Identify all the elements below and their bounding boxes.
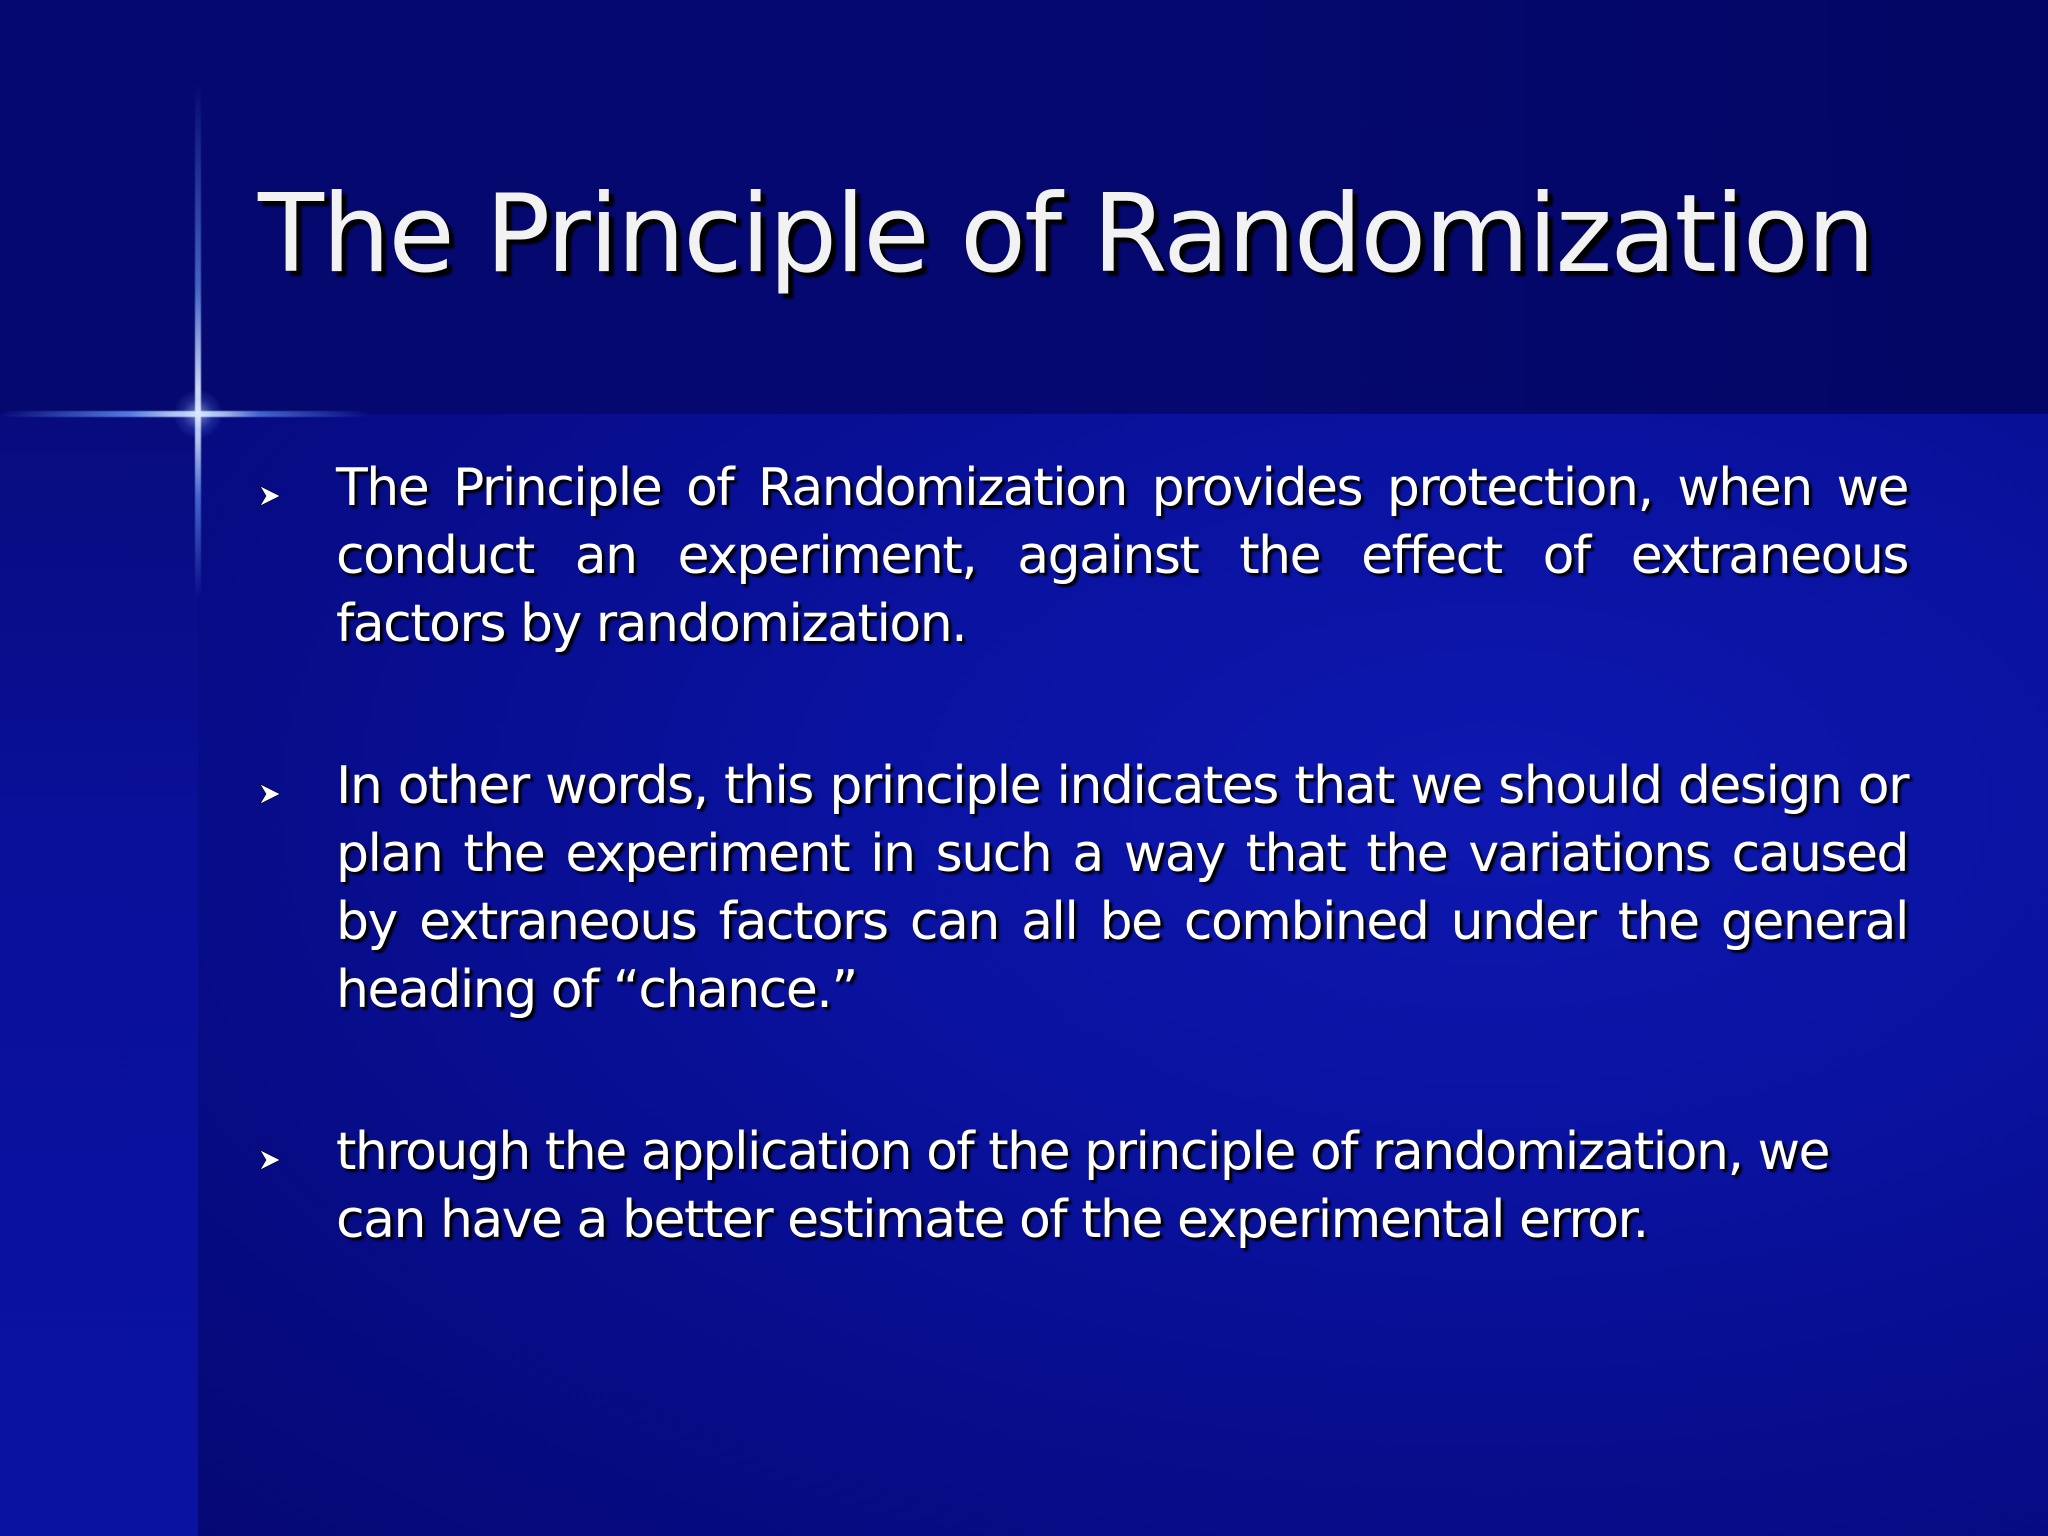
light-flare-icon (174, 390, 222, 438)
arrowhead-bullet-icon (258, 782, 282, 806)
bullet-item (258, 454, 1908, 658)
bullet-text: In other words, this principle indicates that we should design or plan the experiment in such a way that the variations caused by extraneous factors can all be combined under the general heading of “chance.” (336, 756, 1908, 1020)
bullet-item (258, 752, 1908, 1024)
arrowhead-bullet-icon (258, 1148, 282, 1172)
light-flare-vertical (195, 80, 201, 600)
bullet-item (258, 1118, 1908, 1254)
bullet-text: The Principle of Randomization provides protection, when we conduct an experiment, against the effect of extraneous factors by randomization. (336, 458, 1908, 654)
bullet-list (258, 454, 1908, 1348)
bullet-text: through the application of the principle of randomization, we can have a better estimate of the experimental error. (336, 1122, 1830, 1250)
arrowhead-bullet-icon (258, 484, 282, 508)
slide-title: The Principle of Randomization (258, 172, 1874, 297)
